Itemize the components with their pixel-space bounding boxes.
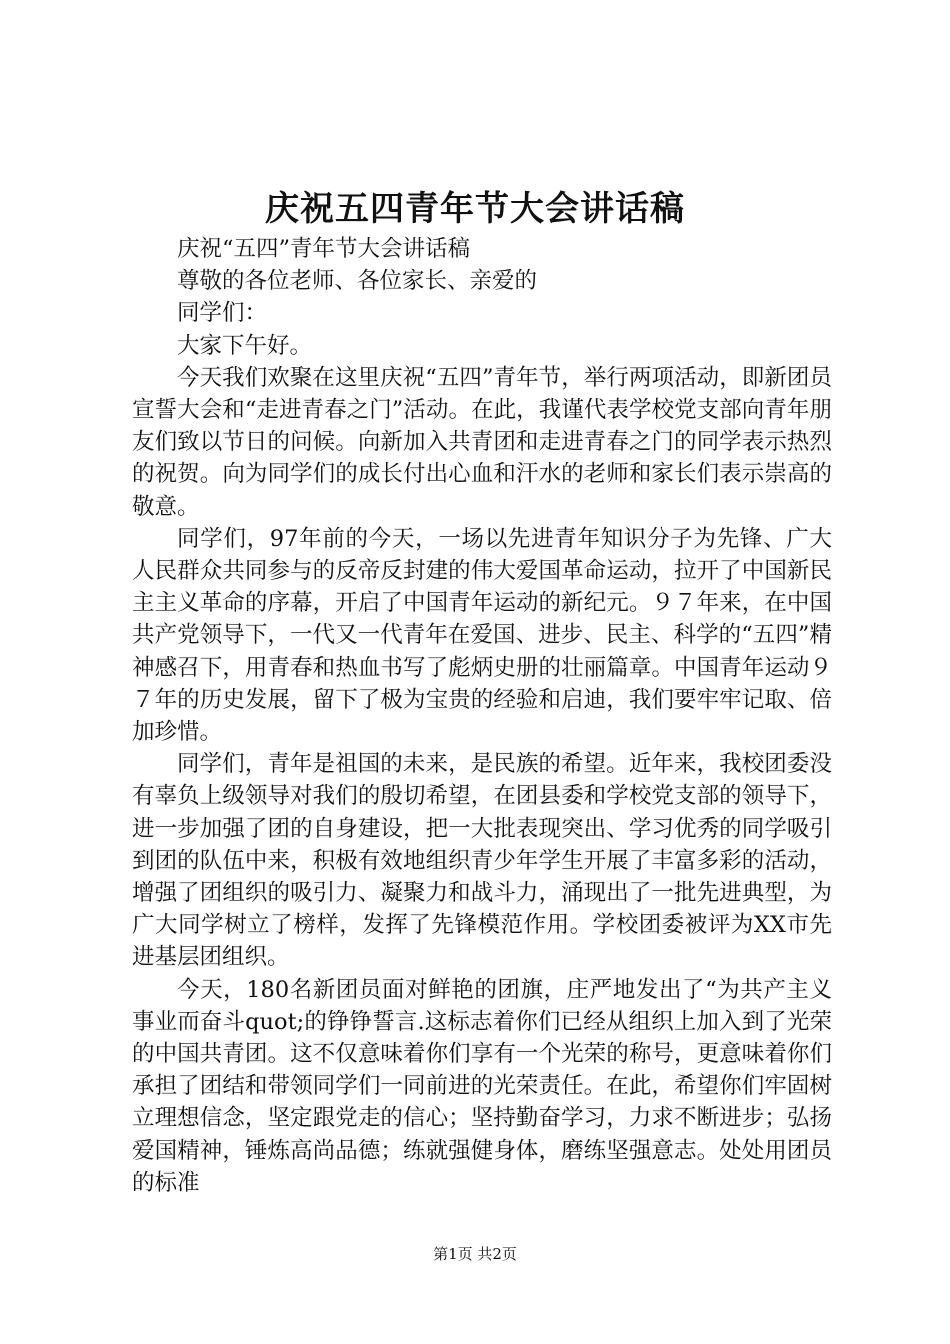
paragraph-salutation-cont: 同学们： (177, 300, 268, 327)
paragraph-body: 同学们，青年是祖国的未来，是民族的希望。近年来，我校团委没有辜负上级领导对我们的殷切希望，在团县委和学校党支部的领导下，进一步加强了团的自身建设，把一大批表现突出、学习优秀的同学吸引到团的队伍中来，积极有效地组织青少年学生开展了丰富多彩的活动，增强了团组织的吸引力、凝聚力和战斗力，涌现出了一批先进典型，为广大同学树立了榜样，发挥了先锋模范作用。学校团委被评为XX市先进基层团组织。 (132, 751, 832, 971)
paragraph-subtitle: 庆祝“五四”青年节大会讲话稿 (177, 236, 471, 262)
document-body (132, 233, 832, 1199)
paragraph-salutation: 尊敬的各位老师、各位家长、亲爱的 (177, 268, 538, 295)
page-number-footer: 第1页 共2页 (433, 1245, 517, 1263)
document-title: 庆祝五四青年节大会讲话稿 (265, 189, 685, 229)
paragraph-body: 今天，180名新团员面对鲜艳的团旗，庄严地发出了“为共产主义事业而奋斗quot;的铮铮誓言.这标志着你们已经从组织上加入到了光荣的中国共青团。这不仅意味着你们享有一个光荣的称号，更意味着你们承担了团结和带领同学们一同前进的光荣责任。在此，希望你们牢固树立理想信念，坚定跟党走的信心；坚持勤奋学习，力求不断进步；弘扬爱国精神，锤炼高尚品德；练就强健身体，磨练坚强意志。处处用团员的标准 (132, 976, 832, 1196)
paragraph-body: 同学们，97年前的今天，一场以先进青年知识分子为先锋、广大人民群众共同参与的反帝反封建的伟大爱国革命运动，拉开了中国新民主主义革命的序幕，开启了中国青年运动的新纪元。９７年来，在中国共产党领导下，一代又一代青年在爱国、进步、民主、科学的“五四”精神感召下，用青春和热血书写了彪炳史册的壮丽篇章。中国青年运动９７年的历史发展，留下了极为宝贵的经验和启迪，我们要牢牢记取、倍加珍惜。 (132, 525, 832, 746)
paragraph-greeting: 大家下午好。 (177, 332, 313, 359)
paragraph-body: 今天我们欢聚在这里庆祝“五四”青年节，举行两项活动，即新团员宣誓大会和“走进青春之门”活动。在此，我谨代表学校党支部向青年朋友们致以节日的问候。向新加入共青团和走进青春之门的同学表示热烈的祝贺。向为同学们的成长付出心血和汗水的老师和家长们表示崇高的敬意。 (132, 364, 832, 520)
